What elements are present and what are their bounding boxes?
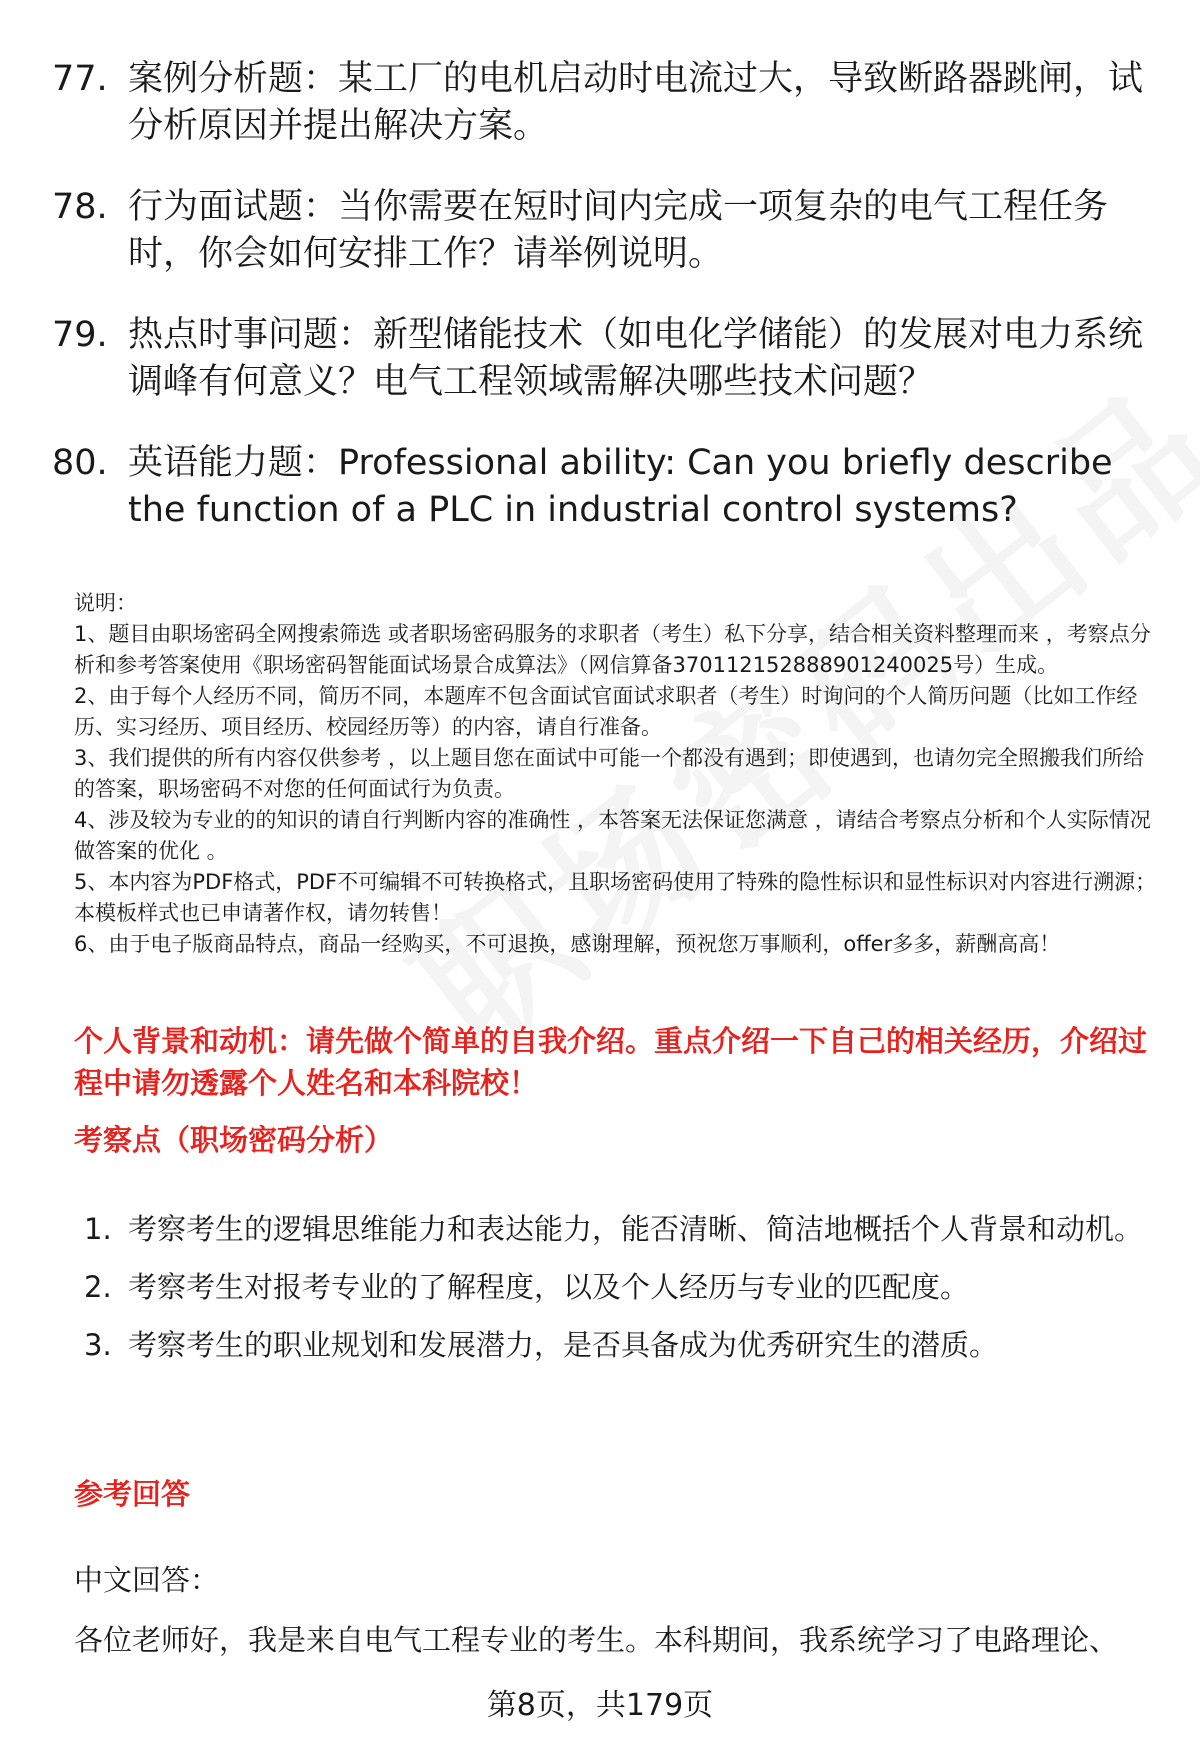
analysis-title: 考察点（职场密码分析）: [74, 1123, 394, 1157]
point-text: 考察考生对报考专业的了解程度，以及个人经历与专业的匹配度。: [128, 1270, 970, 1304]
page-footer: 第8页，共179页: [486, 1688, 714, 1723]
answer-text: 各位老师好，我是来自电气工程专业的考生。本科期间，我系统学习了电路理论、: [74, 1623, 1119, 1657]
question-text: 行为面试题：当你需要在短时间内完成一项复杂的电气工程任务时，你会如何安排工作？请举例说明。: [128, 187, 1109, 274]
point-number: 1.: [84, 1212, 112, 1246]
note-item: 3、我们提供的所有内容仅供参考 ，以上题目您在面试中可能一个都没有遇到；即使遇到，也请勿完全照搬我们所给的答案，职场密码不对您的任何面试行为负责。: [74, 746, 1145, 801]
note-item: 5、本内容为PDF格式，PDF不可编辑不可转换格式，且职场密码使用了特殊的隐性标识和显性标识对内容进行溯源；本模板样式也已申请著作权，请勿转售！: [74, 870, 1157, 925]
note-item: 6、由于电子版商品特点，商品一经购买，不可退换，感谢理解，预祝您万事顺利，offer多多，薪酬高高！: [74, 932, 1061, 956]
reference-title: 参考回答: [74, 1477, 191, 1511]
note-item: 1、题目由职场密码全网搜索筛选 或者职场密码服务的求职者（考生）私下分享，结合相关资料整理而来 ，考察点分析和参考答案使用《职场密码智能面试场景合成算法》（网信算备370112152888901240025号）生成。: [74, 622, 1151, 677]
question-number: 78.: [52, 187, 108, 227]
question-list: [52, 56, 1162, 568]
question-text: 英语能力题：Professional ability: Can you briefly describe the function of a PLC in industrial control systems?: [128, 443, 1113, 530]
analysis-points: [84, 1200, 1144, 1374]
analysis-point: [84, 1200, 1144, 1258]
notes-title: 说明：: [74, 591, 137, 615]
background-question-heading: 个人背景和动机：请先做个简单的自我介绍。重点介绍一下自己的相关经历，介绍过程中请勿透露个人姓名和本科院校！: [74, 1024, 1148, 1100]
analysis-point: [84, 1316, 1144, 1374]
answer-label: 中文回答：: [74, 1563, 220, 1597]
reference-answer: [74, 1550, 1159, 1670]
question-text: 热点时事问题：新型储能技术（如电化学储能）的发展对电力系统调峰有何意义？电气工程领域需解决哪些技术问题？: [128, 315, 1144, 402]
question-text: 案例分析题：某工厂的电机启动时电流过大，导致断路器跳闸，试分析原因并提出解决方案。: [128, 59, 1144, 146]
question-item: [52, 184, 1162, 278]
notes-section: [74, 588, 1159, 960]
analysis-point: [84, 1258, 1144, 1316]
point-text: 考察考生的职业规划和发展潜力，是否具备成为优秀研究生的潜质。: [128, 1328, 999, 1362]
note-item: 2、由于每个人经历不同，简历不同，本题库不包含面试官面试求职者（考生）时询问的个人简历问题（比如工作经历、实习经历、项目经历、校园经历等）的内容，请自行准备。: [74, 684, 1138, 739]
question-number: 77.: [52, 59, 108, 99]
point-number: 2.: [84, 1270, 112, 1304]
note-item: 4、涉及较为专业的的知识的请自行判断内容的准确性 ，本答案无法保证您满意 ，请结合考察点分析和个人实际情况做答案的优化 。: [74, 808, 1151, 863]
question-item: [52, 56, 1162, 150]
question-item: [52, 440, 1162, 534]
question-number: 80.: [52, 443, 108, 483]
question-number: 79.: [52, 315, 108, 355]
question-item: [52, 312, 1162, 406]
point-text: 考察考生的逻辑思维能力和表达能力，能否清晰、简洁地概括个人背景和动机。: [128, 1212, 1144, 1246]
point-number: 3.: [84, 1328, 112, 1362]
